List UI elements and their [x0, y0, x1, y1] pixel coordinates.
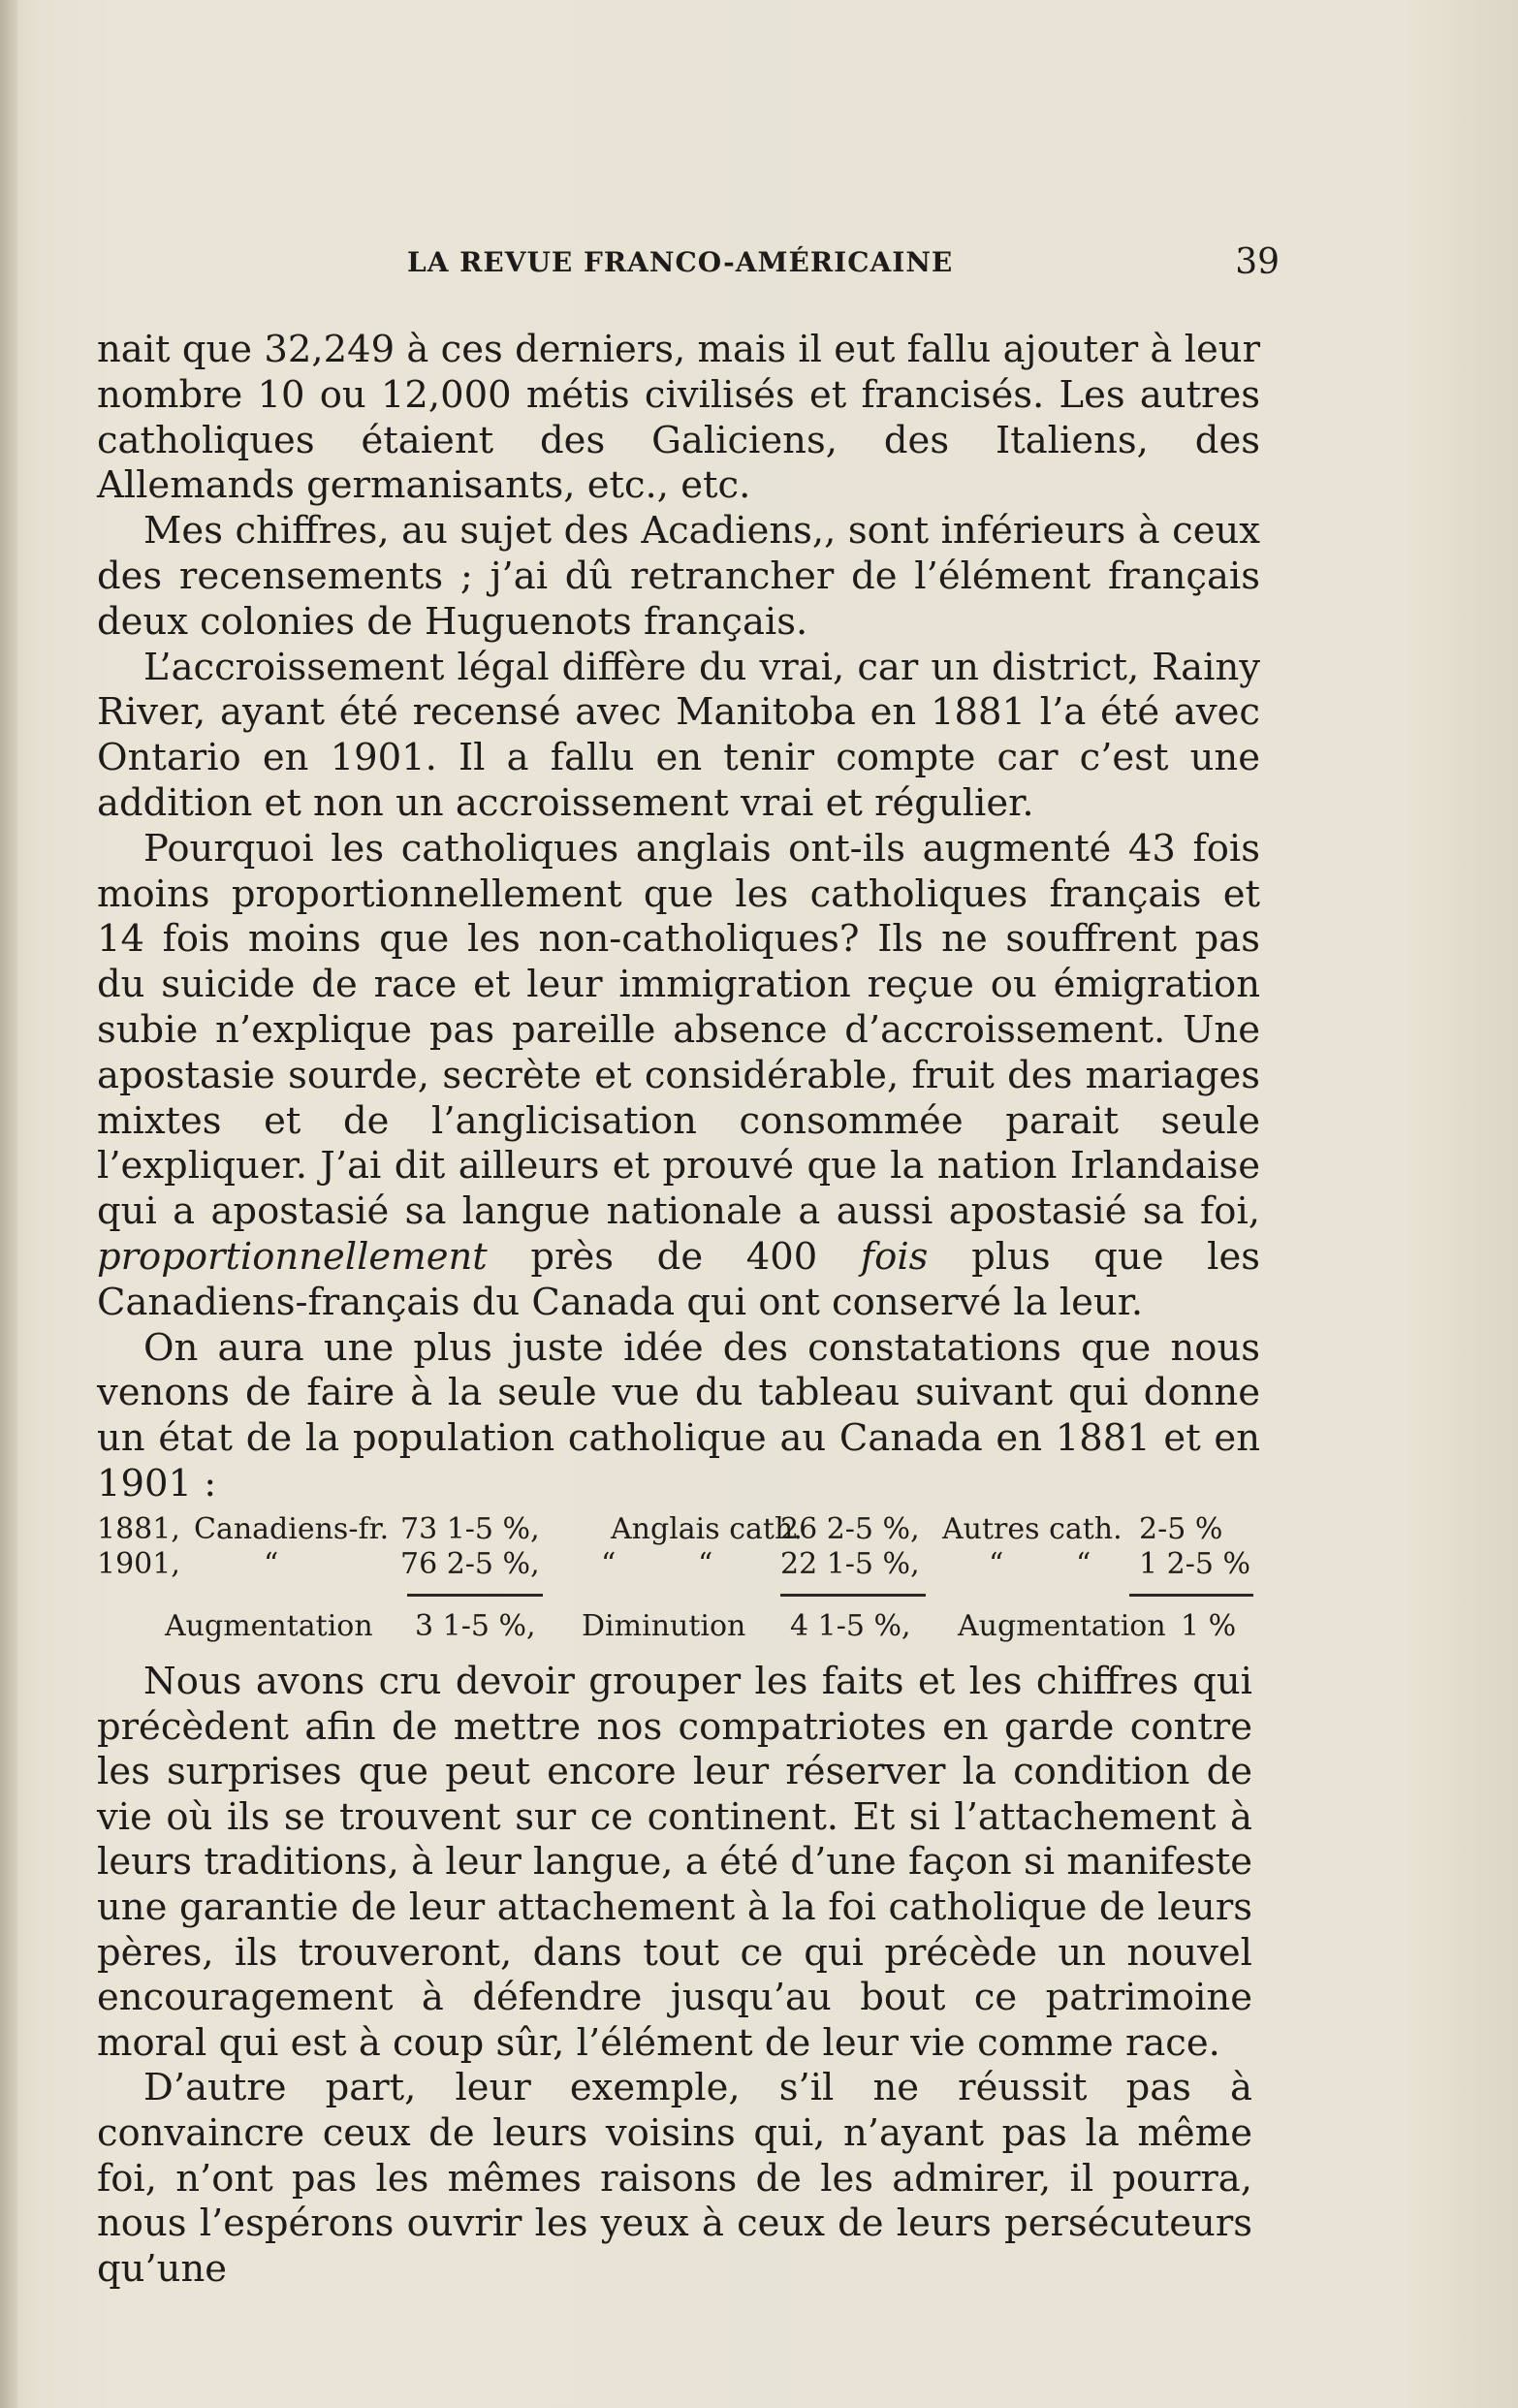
value-cell: 1 2-5 % — [1139, 1547, 1250, 1581]
paragraph-text: plus que les Canadiens-français du Canada qui ont conservé la leur. — [97, 1234, 1260, 1324]
ditto-mark: “ — [264, 1547, 279, 1581]
value-cell: 73 1-5 %, — [400, 1512, 540, 1546]
emphasis-text: proportionnellement — [97, 1234, 488, 1279]
value-cell: 2-5 % — [1139, 1512, 1223, 1546]
label-cell: Diminution — [582, 1609, 746, 1643]
value-cell: 3 1-5 %, — [415, 1609, 536, 1643]
paragraph: Mes chiffres, au sujet des Acadiens,, sont inférieurs à ceux des recensements ; j’ai dû retrancher de l’élément français deux colonies de Huguenots français. — [97, 509, 1260, 644]
sum-rule — [780, 1594, 926, 1597]
sum-rule — [407, 1594, 543, 1597]
table-rules — [97, 1582, 1260, 1609]
year-cell: 1901, — [97, 1547, 180, 1581]
paragraph-text: Pourquoi les catholiques anglais ont-ils augmenté 43 fois moins proportionnellement que les catholiques français et 14 fois moins que les non-catholiques? Ils ne souffrent pas du suicide de race et leur immigration reçue ou émigration subie n’explique pas pareille absence d’accroissement. Une apostasie sourde, secrète et considérable, fruit des mariages mixtes et de l’anglicisation consommée parait seule l’expliquer. J’ai dit ailleurs et prouvé que la nation Irlandaise qui a apostasié sa langue nationale a aussi apostasié sa foi, — [97, 826, 1260, 1234]
value-cell: 4 1-5 %, — [790, 1609, 911, 1643]
table-summary-row — [97, 1609, 1260, 1648]
label-cell: Autres cath. — [942, 1512, 1123, 1546]
ditto-mark: “ — [601, 1547, 617, 1581]
running-title: LA REVUE FRANCO-AMÉRICAINE — [407, 246, 954, 278]
paragraph: L’accroissement légal diffère du vrai, car un district, Rainy River, ayant été recensé avec Manitoba en 1881 l’a été avec Ontario en 1901. Il a fallu en tenir compte car c’est une addition et non un accroissement vrai et régulier. — [97, 645, 1260, 825]
emphasis-text: fois — [860, 1234, 929, 1279]
label-cell: Augmentation — [165, 1609, 373, 1643]
label-cell: Anglais cath. — [611, 1512, 803, 1546]
year-cell: 1881, — [97, 1512, 180, 1546]
label-cell: Augmentation — [958, 1609, 1166, 1643]
body-text-top — [97, 328, 1260, 1507]
paragraph: D’autre part, leur exemple, s’il ne réussit pas à convaincre ceux de leurs voisins qui, n’ayant pas la même foi, n’ont pas les mêmes raisons de les admirer, il pourra, nous l’espérons ouvrir les yeux à ceux de leurs persécuteurs qu’une — [97, 2066, 1252, 2291]
sum-rule — [1129, 1594, 1253, 1597]
label-cell: Canadiens-fr. — [194, 1512, 390, 1546]
value-cell: 26 2-5 %, — [780, 1512, 920, 1546]
paragraph: nait que 32,249 à ces derniers, mais il eut fallu ajouter à leur nombre 10 ou 12,000 métis civilisés et francisés. Les autres catholiques étaient des Galiciens, des Italiens, des Allemands germanisants, etc., etc. — [97, 328, 1260, 508]
population-table — [97, 1512, 1260, 1648]
page-header — [97, 242, 1280, 291]
value-cell: 76 2-5 %, — [400, 1547, 540, 1581]
paragraph: Nous avons cru devoir grouper les faits et les chiffres qui précèdent afin de mettre nos compatriotes en garde contre les surprises que peut encore leur réserver la condition de vie où ils se trouvent sur ce continent. Et si l’attachement à leurs traditions, à leur langue, a été d’une façon si manifeste une garantie de leur attachement à la foi catholique de leurs pères, ils trouveront, dans tout ce qui précède un nouvel encouragement à défendre jusqu’au bout ce patrimoine moral qui est à coup sûr, l’élément de leur vie comme race. — [97, 1660, 1252, 2065]
paragraph-text: près de 400 — [487, 1234, 861, 1279]
value-cell: 1 % — [1181, 1609, 1237, 1643]
paragraph — [97, 827, 1260, 1326]
ditto-mark: “ — [989, 1547, 1004, 1581]
page-number: 39 — [1235, 242, 1280, 282]
ditto-mark: “ — [1076, 1547, 1091, 1581]
value-cell: 22 1-5 %, — [780, 1547, 920, 1581]
paragraph: On aura une plus juste idée des constatations que nous venons de faire à la seule vue du tableau suivant qui donne un état de la population catholique au Canada en 1881 et en 1901 : — [97, 1325, 1260, 1505]
body-text-bottom — [97, 1660, 1252, 2292]
table-row-1881 — [97, 1512, 1260, 1547]
table-row-1901 — [97, 1547, 1260, 1582]
book-gutter-shadow — [0, 0, 17, 2408]
ditto-mark: “ — [698, 1547, 713, 1581]
